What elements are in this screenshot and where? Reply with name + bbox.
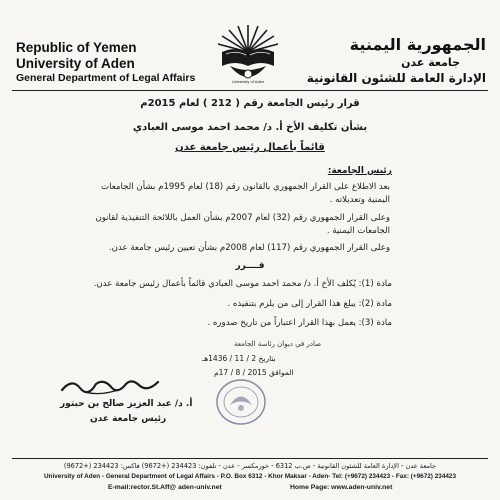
official-stamp bbox=[215, 378, 267, 426]
footer-email: E-mail:rector.St.Aff@ aden-univ.net bbox=[108, 484, 222, 491]
signatory-name: أ. د/ عبد العزيز صالح بن حبتور bbox=[60, 399, 193, 409]
decree-decides: قــــرر bbox=[235, 261, 265, 271]
decree-addressee: رئيس الجامعة: bbox=[327, 166, 392, 176]
preamble-line-3: وعلى القرار الجمهوري رقم (32) لعام 2007م بشأن العمل باللائحة التنفيذية لقانون bbox=[95, 213, 390, 223]
header-rule bbox=[12, 90, 488, 91]
preamble-line-2: اليمنية وتعديلاته . bbox=[329, 195, 390, 205]
handwritten-signature bbox=[60, 374, 160, 398]
letterhead-en-line3: General Department of Legal Affairs bbox=[16, 72, 196, 84]
signatory-title: رئيس جامعة عدن bbox=[90, 414, 167, 424]
decree-title: قرار رئيس الجامعة رقم ( 212 ) لعام 2015م bbox=[140, 98, 360, 109]
date-gregorian: الموافق 2015 / 8 / 17م bbox=[214, 368, 294, 377]
letterhead-ar-line2: جامعة عدن bbox=[401, 56, 460, 69]
crest-caption: University of Aden bbox=[231, 79, 265, 84]
preamble-line-5: وعلى القرار الجمهوري رقم (117) لعام 2008م بشأن تعيين رئيس جامعة عدن. bbox=[108, 243, 390, 253]
article-3: مادة (3): يعمل بهذا القرار اعتباراً من تاريخ صدوره . bbox=[207, 318, 392, 328]
preamble-line-4: الجامعات اليمنية . bbox=[326, 226, 390, 236]
footer-english: University of Aden - General Department of Legal Affairs - P.O. Box 6312 - Khor Maksar - Aden- Tel: (+9672) 234423 - Fax: (+9672) 234423 bbox=[43, 473, 457, 480]
article-1: مادة (1): يُكلف الأخ أ. د/ محمد احمد موسى العبادي قائماً بأعمال رئيس جامعة عدن. bbox=[93, 279, 392, 289]
footer-arabic: جامعة عدن - الإدارة العامة للشئون القانونية - ص.ب 6312 - خورمكسر - عدن - تلفون: 234423 (+9672) فاكس: 234423 (+9672) bbox=[63, 462, 437, 470]
article-2: مادة (2): يبلغ هذا القرار إلى من يلزم بتنفيذه . bbox=[227, 299, 392, 309]
date-hijri: بتاريخ 2 / 11 / 1436هـ bbox=[202, 354, 276, 363]
preamble-line-1: بعد الاطلاع على القرار الجمهوري بالقانون رقم (18) لعام 1995م بشأن الجامعات bbox=[101, 182, 390, 192]
footer-homepage: Home Page: www.aden-univ.net bbox=[290, 484, 393, 491]
issued-line: صادر في ديوان رئاسة الجامعة bbox=[234, 340, 322, 348]
footer-rule bbox=[12, 458, 488, 459]
decree-subject-line2: قائماً بأعمال رئيس جامعة عدن bbox=[175, 142, 325, 153]
letterhead-en-line2: University of Aden bbox=[16, 56, 135, 71]
letterhead-ar-line1: الجمهورية اليمنية bbox=[349, 35, 486, 54]
university-crest-logo bbox=[212, 22, 284, 88]
decree-subject: بشأن تكليف الأخ أ. د/ محمد احمد موسى العبادي bbox=[132, 122, 368, 133]
letterhead-ar-line3: الإدارة العامة للشئون القانونية bbox=[306, 71, 486, 85]
letterhead-en-line1: Republic of Yemen bbox=[16, 40, 137, 55]
